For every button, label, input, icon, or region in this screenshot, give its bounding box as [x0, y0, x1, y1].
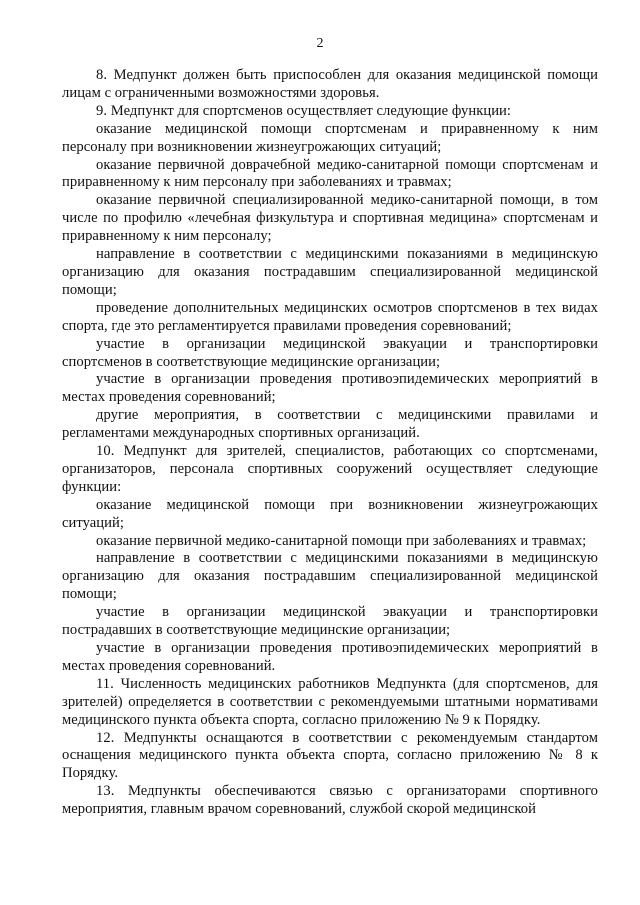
paragraph-function: проведение дополнительных медицинских осмотров спортсменов в тех видах спорта, где это регламентируется правилами проведения соревнований; [62, 299, 598, 334]
paragraph-function: оказание медицинской помощи при возникновении жизнеугрожающих ситуаций; [62, 496, 598, 531]
paragraph-function: оказание медицинской помощи спортсменам и приравненному к ним персоналу при возникновении жизнеугрожающих ситуаций; [62, 120, 598, 155]
paragraph-function: другие мероприятия, в соответствии с медицинскими правилами и регламентами международных спортивных организаций. [62, 407, 598, 442]
paragraph-item-9: 9. Медпункт для спортсменов осуществляет следующие функции: [96, 102, 512, 119]
paragraph-function: направление в соответствии с медицинскими показаниями в медицинскую организацию для оказания пострадавшим специализированной медицинской помощи; [62, 550, 598, 603]
paragraph-item-10: 10. Медпункт для зрителей, специалистов, работающих со спортсменами, организаторов, персонала спортивных сооружений осуществляет следующие функции: [62, 443, 598, 495]
paragraph-function: участие в организации медицинской эвакуации и транспортировки пострадавших в соответствующие медицинские организации; [62, 604, 598, 639]
paragraph-function: оказание первичной доврачебной медико-санитарной помощи спортсменам и приравненному к ним персоналу при заболеваниях и травмах; [62, 156, 598, 191]
paragraph-item-12: 12. Медпункты оснащаются в соответствии с рекомендуемым стандартом оснащения медицинского пункта объекта спорта, согласно приложению № 8 к Порядку. [62, 729, 598, 782]
paragraph-function: участие в организации проведения противоэпидемических мероприятий в местах проведения соревнований; [62, 371, 598, 406]
paragraph-function: участие в организации медицинской эвакуации и транспортировки спортсменов в соответствующие медицинские организации; [62, 335, 598, 370]
paragraph-function: оказание первичной специализированной медико-санитарной помощи, в том числе по профилю «лечебная физкультура и спортивная медицина» спортсменам и приравненному к ним персоналу; [62, 192, 598, 245]
page-number: 2 [316, 36, 324, 51]
paragraph-function: оказание первичной медико-санитарной помощи при заболеваниях и травмах; [96, 532, 587, 549]
paragraph-item-8: 8. Медпункт должен быть приспособлен для оказания медицинской помощи лицам с ограниченными возможностями здоровья. [62, 67, 598, 101]
paragraph-function: участие в организации проведения противоэпидемических мероприятий в местах проведения соревнований. [62, 640, 598, 674]
paragraph-item-11: 11. Численность медицинских работников Медпункта (для спортсменов, для зрителей) определяется в соответствии с рекомендуемыми штатными нормативами медицинского пункта объекта спорта, согласно приложению № 9 к Порядку. [62, 675, 598, 728]
document-body [62, 67, 598, 819]
paragraph-item-13: 13. Медпункты обеспечиваются связью с организаторами спортивного мероприятия, главным врачом соревнований, службой скорой медицинской [62, 783, 598, 818]
paragraph-function: направление в соответствии с медицинскими показаниями в медицинскую организацию для оказания пострадавшим специализированной медицинской помощи; [62, 246, 598, 298]
